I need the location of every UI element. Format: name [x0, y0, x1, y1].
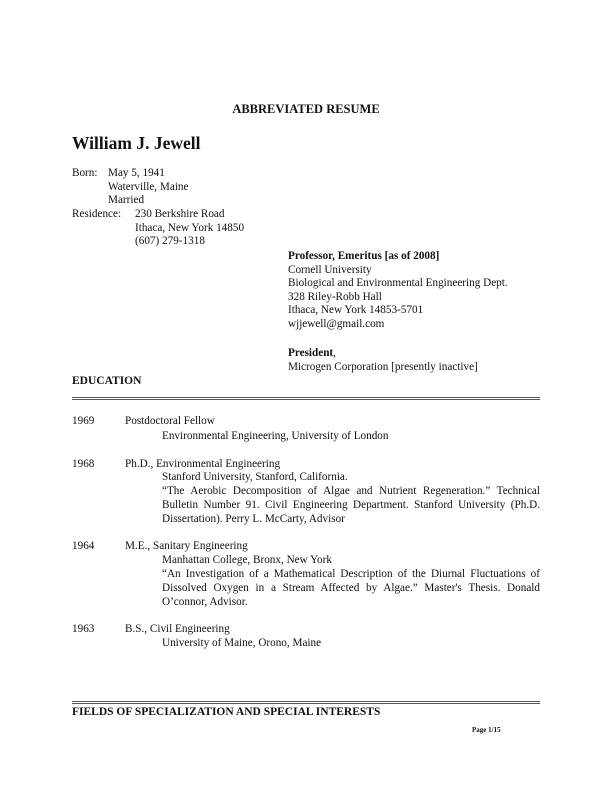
residence-street: 230 Berkshire Road — [135, 208, 225, 220]
education-details: “An Investigation of a Mathematical Description of the Diurnal Fluctuations of Dissolved Oxygen in a Stream Affected by Algae.” Master's Thesis. Donald O’connor, Advisor. — [162, 568, 540, 608]
education-degree: B.S., Civil Engineering — [125, 623, 230, 635]
person-name: William J. Jewell — [72, 133, 201, 153]
president-suffix: , — [333, 347, 336, 359]
education-degree: Ph.D., Environmental Engineering — [125, 458, 281, 470]
fields-rule — [72, 701, 540, 704]
residence-details — [135, 208, 244, 249]
born-date: May 5, 1941 — [108, 167, 165, 179]
president-block — [288, 347, 478, 374]
professor-department: Biological and Environmental Engineering Dept. — [288, 277, 508, 290]
professor-block — [288, 250, 508, 332]
education-year: 1968 — [72, 458, 95, 470]
marital-status: Married — [108, 194, 145, 207]
education-year: 1969 — [72, 415, 95, 427]
education-institution: Stanford University, Stanford, California. — [162, 471, 348, 483]
education-details: “The Aerobic Decomposition of Algae and Nutrient Regeneration.” Technical Bulletin Number 91. Civil Engineering Department. Stanford University (Ph.D. Dissertation). Perry L. McCarty, Advisor — [162, 485, 540, 525]
education-year: 1964 — [72, 540, 95, 552]
document-title: ABBREVIATED RESUME — [232, 102, 380, 116]
professor-email: wjjewell@gmail.com — [288, 317, 385, 330]
professor-university: Cornell University — [288, 263, 372, 276]
president-company: Microgen Corporation [presently inactive] — [288, 360, 478, 373]
education-institution: Environmental Engineering, University of London — [162, 430, 389, 442]
fields-heading: FIELDS OF SPECIALIZATION AND SPECIAL INTERESTS — [72, 706, 381, 718]
page-number: Page 1/15 — [472, 726, 501, 734]
residence-label: Residence: — [72, 208, 122, 220]
education-degree: Postdoctoral Fellow — [125, 415, 215, 427]
residence-phone: (607) 279-1318 — [135, 235, 205, 248]
education-heading: EDUCATION — [72, 375, 142, 387]
education-year: 1963 — [72, 623, 95, 635]
born-label: Born: — [72, 167, 98, 179]
professor-office: 328 Riley-Robb Hall — [288, 290, 382, 303]
education-degree: M.E., Sanitary Engineering — [125, 540, 248, 552]
residence-city: Ithaca, New York 14850 — [135, 221, 245, 234]
president-title: President — [288, 347, 334, 359]
education-institution: University of Maine, Orono, Maine — [162, 637, 322, 649]
born-details — [108, 167, 189, 208]
education-institution: Manhattan College, Bronx, New York — [162, 554, 332, 566]
education-rule — [72, 397, 540, 400]
born-place: Waterville, Maine — [108, 180, 189, 193]
professor-city: Ithaca, New York 14853-5701 — [288, 304, 424, 317]
professor-title: Professor, Emeritus [as of 2008] — [288, 250, 440, 262]
